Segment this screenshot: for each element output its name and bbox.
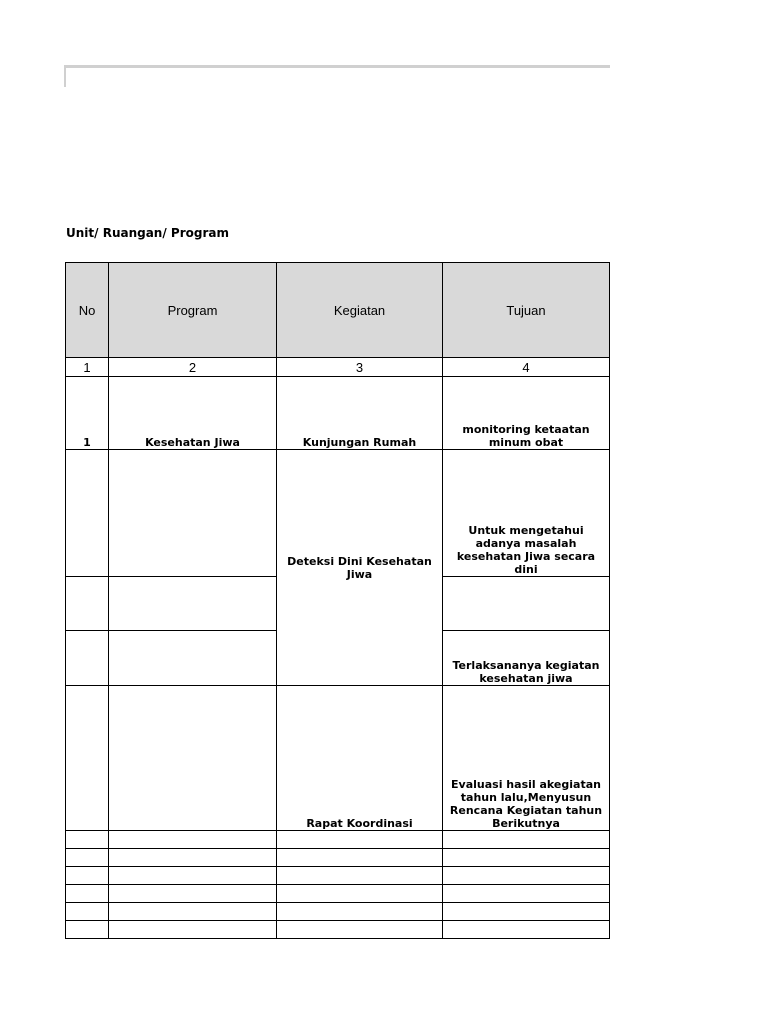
cell-kegiatan: Rapat Koordinasi [277,686,443,831]
cell-tujuan: monitoring ketaatan minum obat [443,377,610,450]
cell-tujuan: Untuk mengetahui adanya masalah kesehatan Jiwa secara dini [443,450,610,577]
header-tujuan: Tujuan [443,263,610,358]
table-row [66,686,610,831]
empty-cell [277,831,443,849]
empty-cell [277,903,443,921]
column-number-row [66,358,610,377]
empty-cell [66,867,109,885]
cell-no [66,577,109,631]
empty-cell [66,903,109,921]
table-row [66,377,610,450]
empty-row [66,921,610,939]
empty-cell [277,885,443,903]
header-kegiatan: Kegiatan [277,263,443,358]
empty-cell [66,885,109,903]
cell-no [66,450,109,577]
cell-tujuan: Terlaksananya kegiatan kesehatan jiwa [443,631,610,686]
top-border-line [64,65,610,68]
empty-cell [109,885,277,903]
column-number: 1 [66,358,109,377]
cell-no: 1 [66,377,109,450]
empty-cell [66,921,109,939]
cell-program [109,450,277,577]
column-number: 3 [277,358,443,377]
empty-row [66,867,610,885]
table-row [66,450,610,577]
empty-cell [277,921,443,939]
empty-cell [109,849,277,867]
cell-kegiatan: Deteksi Dini Kesehatan Jiwa [277,450,443,686]
cell-no [66,631,109,686]
cell-tujuan [443,577,610,631]
empty-cell [277,849,443,867]
empty-row [66,885,610,903]
top-border-corner [64,65,66,87]
cell-program: Kesehatan Jiwa [109,377,277,450]
cell-kegiatan: Kunjungan Rumah [277,377,443,450]
header-row [66,263,610,358]
empty-cell [443,867,610,885]
empty-row [66,849,610,867]
empty-row [66,903,610,921]
empty-cell [443,849,610,867]
column-number: 2 [109,358,277,377]
empty-cell [443,921,610,939]
cell-program [109,686,277,831]
empty-cell [109,903,277,921]
empty-cell [443,885,610,903]
header-program: Program [109,263,277,358]
section-label: Unit/ Ruangan/ Program [66,226,229,240]
empty-cell [109,921,277,939]
column-number: 4 [443,358,610,377]
empty-cell [277,867,443,885]
empty-cell [66,831,109,849]
empty-row [66,831,610,849]
cell-program [109,577,277,631]
cell-program [109,631,277,686]
empty-cell [443,903,610,921]
empty-cell [66,849,109,867]
program-table [65,262,610,939]
empty-cell [443,831,610,849]
empty-cell [109,867,277,885]
header-no: No [66,263,109,358]
cell-tujuan: Evaluasi hasil akegiatan tahun lalu,Menyusun Rencana Kegiatan tahun Berikutnya [443,686,610,831]
empty-cell [109,831,277,849]
cell-no [66,686,109,831]
